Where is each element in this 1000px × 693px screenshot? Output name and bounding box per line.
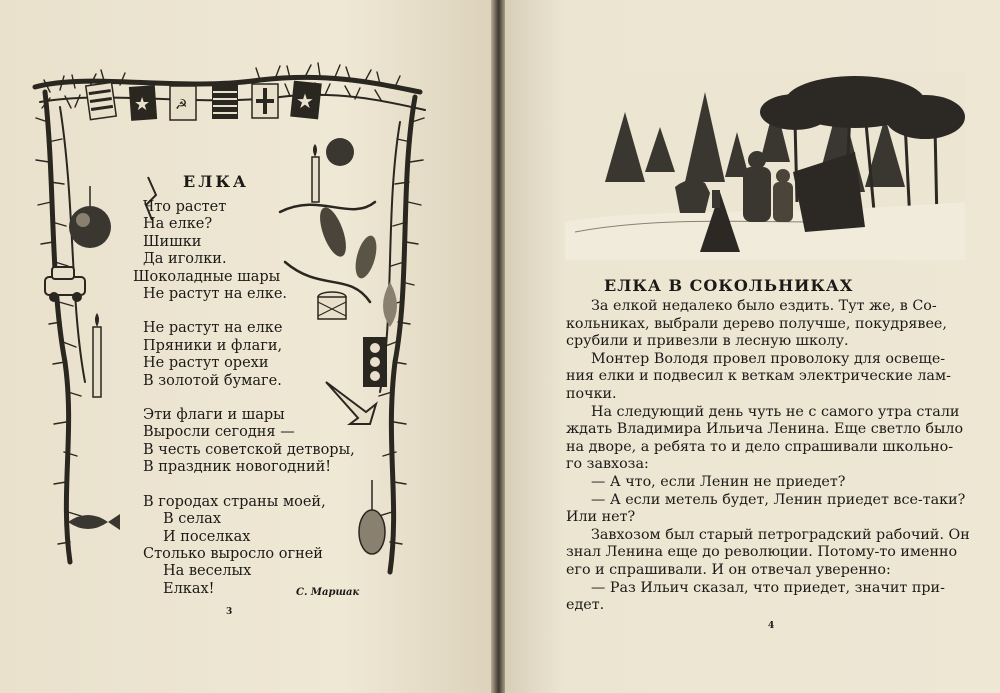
story-text — [566, 298, 978, 615]
poem-text — [133, 199, 403, 615]
poem-line: Что растет — [143, 199, 227, 215]
svg-text:★: ★ — [134, 94, 151, 115]
left-page — [0, 0, 491, 693]
story-title: ЕЛКА В СОКОЛЬНИКАХ — [604, 276, 854, 295]
poem-line: Столько выросло огней — [143, 545, 323, 562]
text-line: кольниках, выбрали дерево получше, покудрявее, — [566, 315, 947, 332]
text-line: На следующий день чуть не с самого утра стали — [591, 403, 960, 420]
poem-line: Не растут на елке — [143, 320, 283, 337]
text-line: — А если метель будет, Ленин приедет все-таки? — [591, 491, 966, 508]
poem-line: Эти флаги и шары — [143, 407, 285, 424]
stanza-2 — [143, 320, 403, 390]
poem-line: Шоколадные шары — [133, 268, 281, 285]
poem-line: На веселых — [163, 563, 252, 580]
poem-line: Не растут орехи — [143, 355, 269, 372]
text-line: Или нет? — [566, 509, 636, 526]
poem-line: В городах страны моей, — [143, 493, 326, 510]
text-line: ния елки и подвесил к веткам электрические лам- — [566, 368, 951, 385]
text-line: знал Ленина еще до революции. Потому-то именно — [566, 544, 958, 561]
text-line: Завхозом был старый петроградский рабочий. Он — [591, 526, 970, 543]
poem-line: Шишки — [143, 233, 202, 250]
book-gutter — [491, 0, 505, 693]
text-line: почки. — [566, 385, 617, 402]
text-line: ждать Владимира Ильича Ленина. Еще светло было — [566, 421, 964, 438]
poem-author: С. Маршак — [296, 587, 360, 598]
poem-line: Елках! — [163, 580, 215, 597]
page-number-right: 4 — [768, 621, 775, 631]
text-line: Монтер Володя провел проволоку для освеще- — [591, 350, 946, 367]
text-line: — Раз Ильич сказал, что приедет, значит при- — [591, 579, 945, 596]
text-line: на дворе, а ребята то и дело спрашивали школьно- — [566, 438, 954, 455]
text-line: срубили и привезли в лесную школу. — [566, 333, 849, 350]
poem-line: Выросли сегодня — — [143, 424, 295, 441]
svg-text:☭: ☭ — [175, 97, 188, 113]
stanza-1 — [133, 199, 403, 303]
poem-line: На елке? — [143, 216, 213, 233]
stanza-4 — [143, 494, 403, 598]
text-line: — А что, если Ленин не приедет? — [591, 473, 846, 490]
poem-line: В праздник новогодний! — [143, 459, 332, 476]
svg-text:★: ★ — [296, 89, 314, 113]
page-number-left: 3 — [226, 607, 233, 617]
poem-line: Пряники и флаги, — [143, 337, 283, 354]
poem-line: Да иголки. — [143, 251, 227, 268]
stanza-3 — [143, 407, 403, 477]
text-line: За елкой недалеко было ездить. Тут же, в Со- — [591, 298, 937, 314]
poem-line: И поселках — [163, 528, 251, 545]
poem-line: В честь советской детворы, — [143, 441, 355, 458]
poem-line: В золотой бумаге. — [143, 372, 282, 389]
text-line: его и спрашивали. И он отвечал уверенно: — [566, 561, 891, 578]
text-line: едет. — [566, 597, 605, 614]
right-page — [505, 0, 1000, 693]
poem-title: ЕЛКА — [183, 172, 249, 191]
winter-forest-illustration — [565, 72, 965, 260]
text-line: го завхоза: — [566, 456, 649, 473]
poem-line: В селах — [163, 511, 221, 528]
poem-line: Не растут на елке. — [143, 286, 288, 303]
